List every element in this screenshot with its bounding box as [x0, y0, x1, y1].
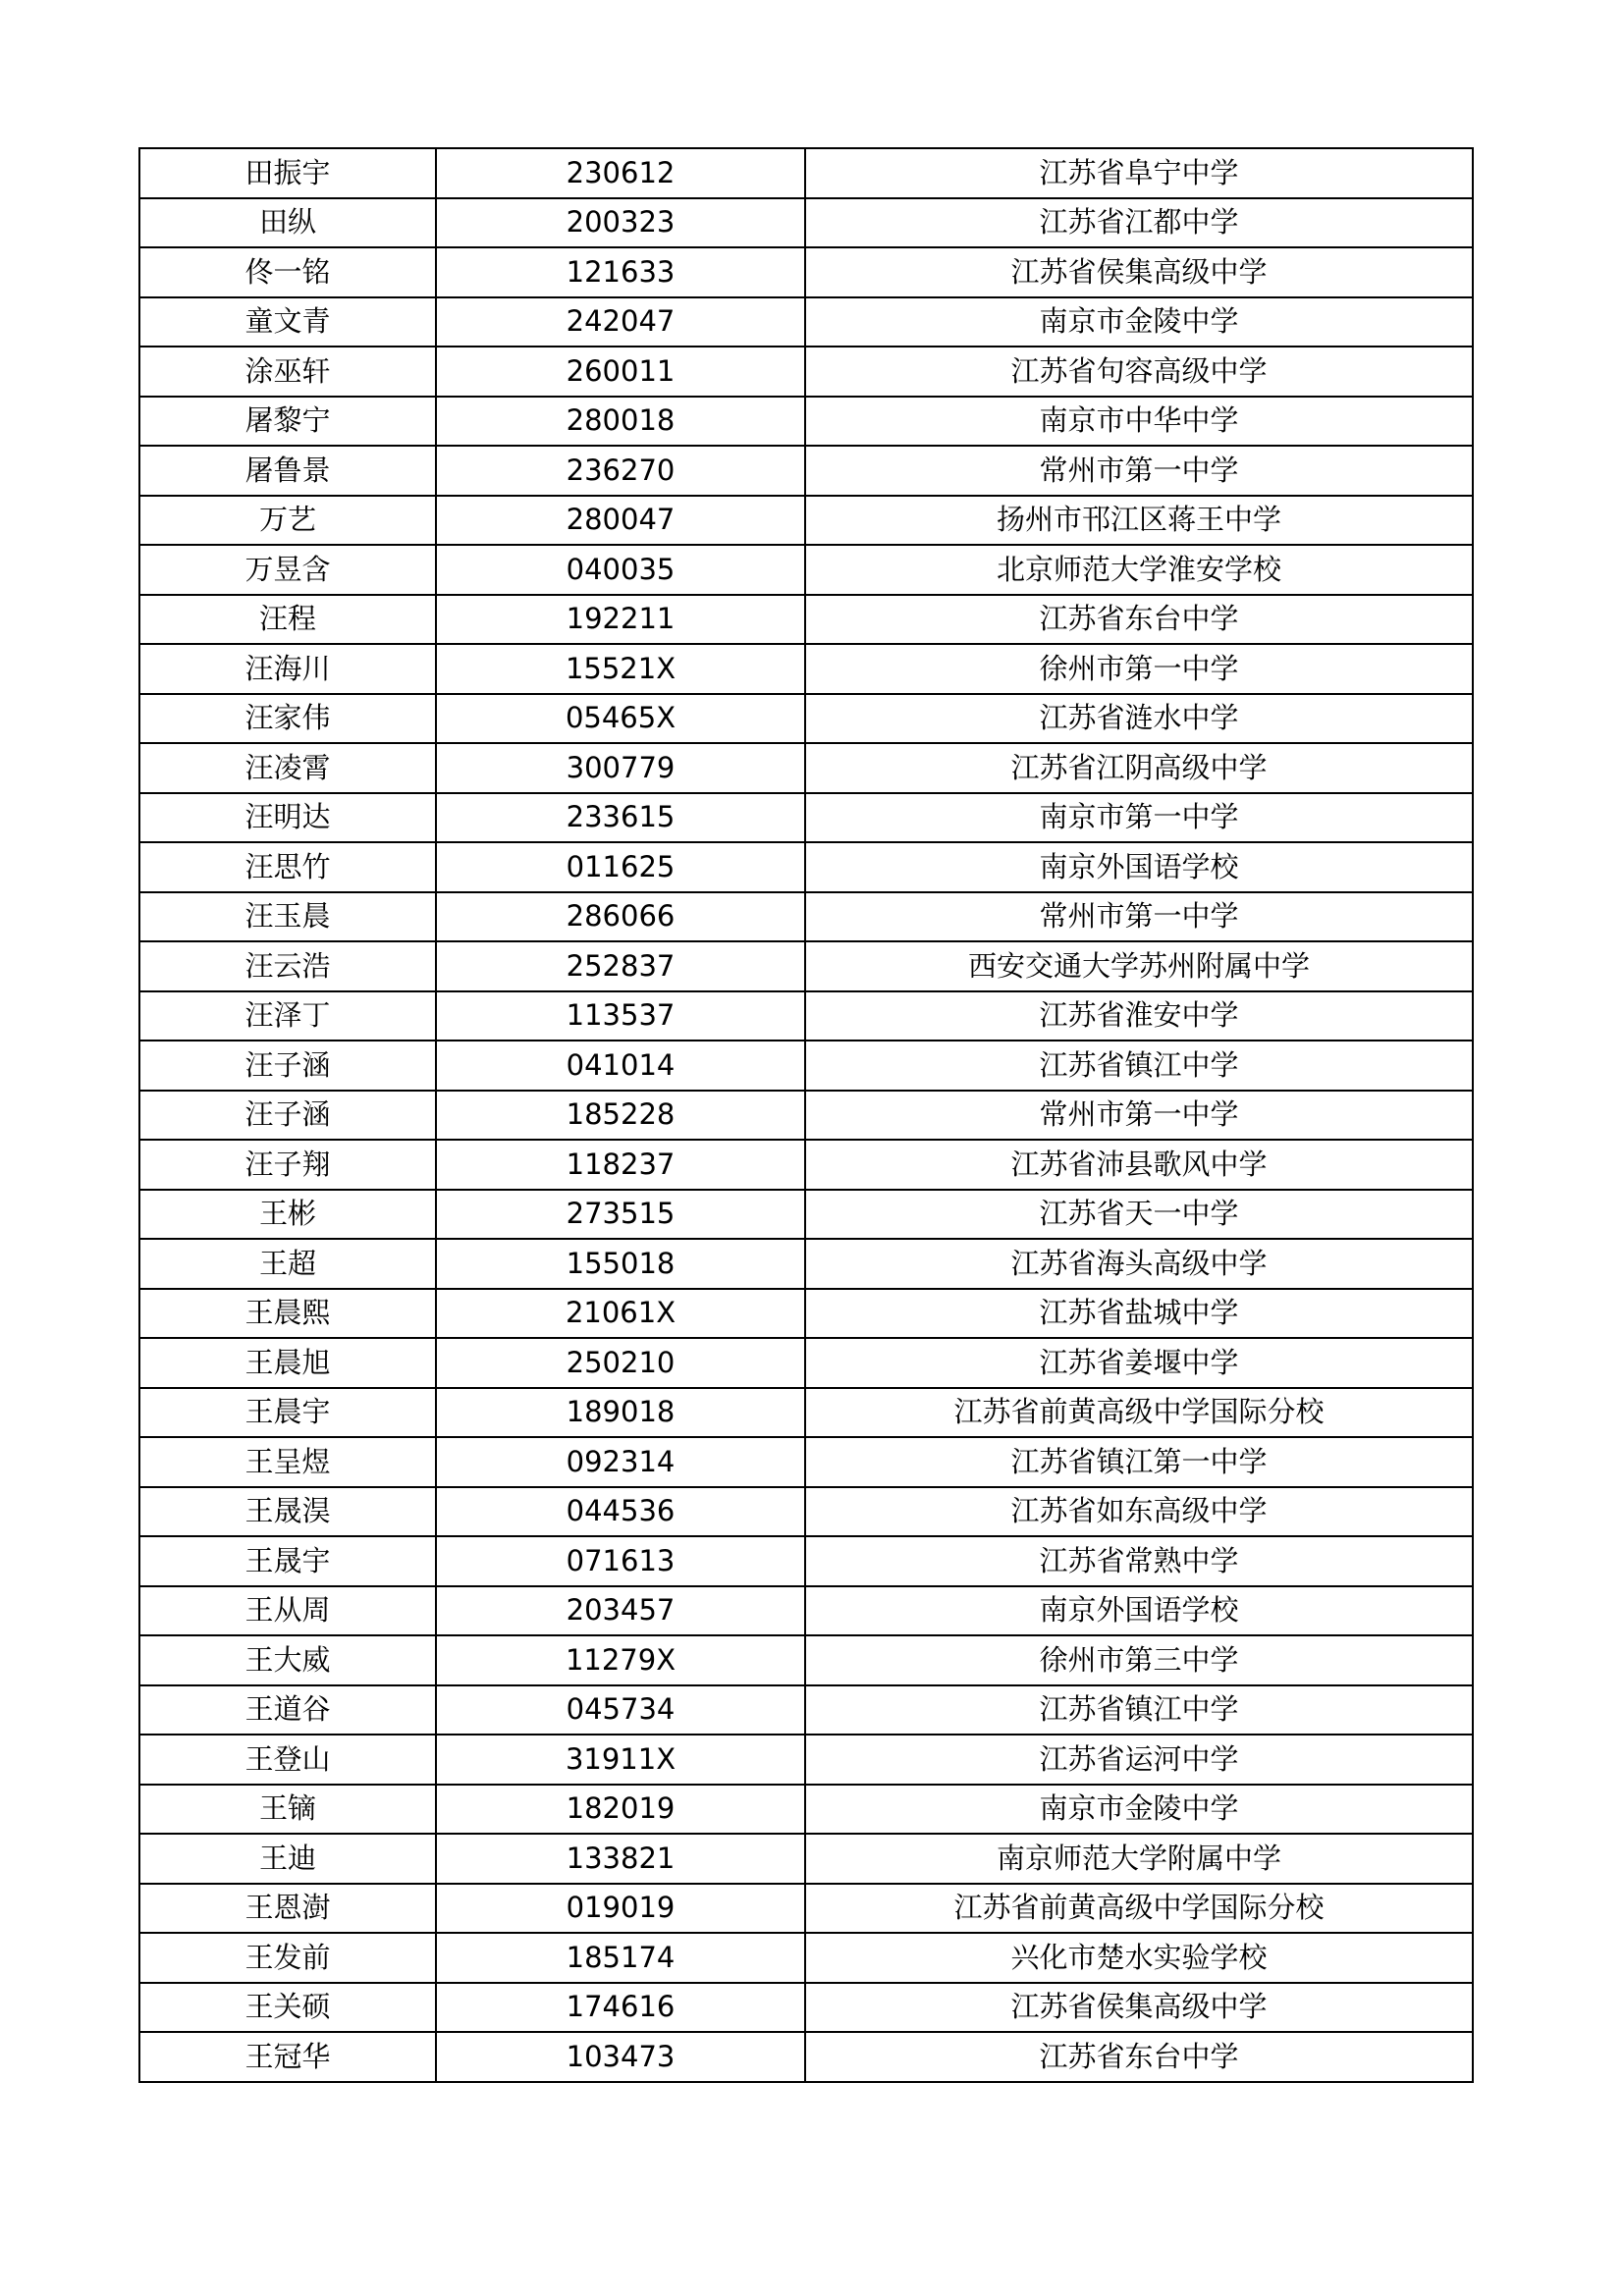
table-row [139, 694, 1473, 744]
student-id-cell: 092314 [436, 1437, 805, 1487]
table-row [139, 1338, 1473, 1388]
table-row [139, 1388, 1473, 1438]
student-id-cell: 260011 [436, 347, 805, 397]
student-name-cell: 汪子涵 [139, 1091, 436, 1141]
student-id-cell: 21061X [436, 1289, 805, 1339]
student-id-cell: 103473 [436, 2032, 805, 2082]
table-row [139, 892, 1473, 942]
table-row [139, 1884, 1473, 1934]
school-name-cell: 江苏省涟水中学 [805, 694, 1473, 744]
student-id-cell: 31911X [436, 1735, 805, 1785]
student-id-cell: 280047 [436, 496, 805, 546]
student-id-cell: 286066 [436, 892, 805, 942]
school-name-cell: 江苏省江都中学 [805, 198, 1473, 248]
student-id-cell: 040035 [436, 545, 805, 595]
student-name-cell: 王发前 [139, 1933, 436, 1983]
student-name-cell: 王恩澍 [139, 1884, 436, 1934]
student-name-cell: 王晟宇 [139, 1536, 436, 1586]
school-name-cell: 江苏省句容高级中学 [805, 347, 1473, 397]
student-name-cell: 王冠华 [139, 2032, 436, 2082]
table-row [139, 644, 1473, 694]
school-name-cell: 徐州市第三中学 [805, 1635, 1473, 1685]
school-name-cell: 常州市第一中学 [805, 1091, 1473, 1141]
school-name-cell: 江苏省江阴高级中学 [805, 743, 1473, 793]
table-row [139, 1785, 1473, 1835]
student-id-cell: 182019 [436, 1785, 805, 1835]
table-row [139, 148, 1473, 198]
roster-table [138, 147, 1474, 2083]
school-name-cell: 江苏省淮安中学 [805, 991, 1473, 1041]
student-id-cell: 252837 [436, 941, 805, 991]
table-row [139, 2032, 1473, 2082]
school-name-cell: 扬州市邗江区蒋王中学 [805, 496, 1473, 546]
table-row [139, 1140, 1473, 1190]
student-name-cell: 王晨熙 [139, 1289, 436, 1339]
student-id-cell: 273515 [436, 1190, 805, 1240]
school-name-cell: 江苏省镇江中学 [805, 1685, 1473, 1735]
student-id-cell: 203457 [436, 1586, 805, 1636]
school-name-cell: 江苏省镇江第一中学 [805, 1437, 1473, 1487]
student-name-cell: 王道谷 [139, 1685, 436, 1735]
table-row [139, 1834, 1473, 1884]
table-row [139, 1635, 1473, 1685]
school-name-cell: 南京外国语学校 [805, 842, 1473, 892]
student-name-cell: 王晟淏 [139, 1487, 436, 1537]
student-name-cell: 汪子涵 [139, 1041, 436, 1091]
student-id-cell: 189018 [436, 1388, 805, 1438]
student-name-cell: 王从周 [139, 1586, 436, 1636]
student-name-cell: 王镝 [139, 1785, 436, 1835]
student-name-cell: 王呈煜 [139, 1437, 436, 1487]
school-name-cell: 南京市中华中学 [805, 397, 1473, 447]
student-id-cell: 071613 [436, 1536, 805, 1586]
school-name-cell: 南京外国语学校 [805, 1586, 1473, 1636]
table-row [139, 1735, 1473, 1785]
student-id-cell: 011625 [436, 842, 805, 892]
student-name-cell: 汪家伟 [139, 694, 436, 744]
student-id-cell: 113537 [436, 991, 805, 1041]
student-id-cell: 041014 [436, 1041, 805, 1091]
school-name-cell: 兴化市楚水实验学校 [805, 1933, 1473, 1983]
table-row [139, 743, 1473, 793]
table-row [139, 1487, 1473, 1537]
student-name-cell: 汪玉晨 [139, 892, 436, 942]
table-row [139, 1289, 1473, 1339]
student-name-cell: 万昱含 [139, 545, 436, 595]
student-id-cell: 185174 [436, 1933, 805, 1983]
school-name-cell: 江苏省盐城中学 [805, 1289, 1473, 1339]
student-name-cell: 王登山 [139, 1735, 436, 1785]
table-row [139, 446, 1473, 496]
school-name-cell: 北京师范大学淮安学校 [805, 545, 1473, 595]
school-name-cell: 江苏省如东高级中学 [805, 1487, 1473, 1537]
student-name-cell: 汪思竹 [139, 842, 436, 892]
student-name-cell: 田振宇 [139, 148, 436, 198]
table-row [139, 941, 1473, 991]
table-row [139, 1041, 1473, 1091]
table-row [139, 793, 1473, 843]
student-id-cell: 019019 [436, 1884, 805, 1934]
student-id-cell: 044536 [436, 1487, 805, 1537]
student-name-cell: 万艺 [139, 496, 436, 546]
table-row [139, 842, 1473, 892]
student-id-cell: 233615 [436, 793, 805, 843]
school-name-cell: 南京市金陵中学 [805, 297, 1473, 347]
school-name-cell: 江苏省镇江中学 [805, 1041, 1473, 1091]
school-name-cell: 江苏省阜宁中学 [805, 148, 1473, 198]
student-id-cell: 230612 [436, 148, 805, 198]
student-id-cell: 236270 [436, 446, 805, 496]
student-name-cell: 汪程 [139, 595, 436, 645]
student-name-cell: 屠黎宁 [139, 397, 436, 447]
student-name-cell: 王大威 [139, 1635, 436, 1685]
student-id-cell: 118237 [436, 1140, 805, 1190]
school-name-cell: 南京师范大学附属中学 [805, 1834, 1473, 1884]
school-name-cell: 江苏省运河中学 [805, 1735, 1473, 1785]
student-id-cell: 242047 [436, 297, 805, 347]
student-name-cell: 涂巫轩 [139, 347, 436, 397]
school-name-cell: 南京市第一中学 [805, 793, 1473, 843]
school-name-cell: 江苏省侯集高级中学 [805, 1983, 1473, 2033]
student-id-cell: 045734 [436, 1685, 805, 1735]
table-row [139, 1239, 1473, 1289]
table-row [139, 297, 1473, 347]
student-id-cell: 192211 [436, 595, 805, 645]
student-name-cell: 汪海川 [139, 644, 436, 694]
school-name-cell: 江苏省天一中学 [805, 1190, 1473, 1240]
student-name-cell: 王超 [139, 1239, 436, 1289]
student-id-cell: 15521X [436, 644, 805, 694]
table-row [139, 1190, 1473, 1240]
table-row [139, 347, 1473, 397]
student-name-cell: 童文青 [139, 297, 436, 347]
table-row [139, 1586, 1473, 1636]
school-name-cell: 西安交通大学苏州附属中学 [805, 941, 1473, 991]
table-row [139, 1437, 1473, 1487]
school-name-cell: 江苏省常熟中学 [805, 1536, 1473, 1586]
table-row [139, 397, 1473, 447]
student-id-cell: 200323 [436, 198, 805, 248]
school-name-cell: 江苏省海头高级中学 [805, 1239, 1473, 1289]
table-row [139, 1536, 1473, 1586]
school-name-cell: 江苏省姜堰中学 [805, 1338, 1473, 1388]
school-name-cell: 常州市第一中学 [805, 892, 1473, 942]
table-row [139, 1091, 1473, 1141]
student-id-cell: 121633 [436, 247, 805, 297]
school-name-cell: 江苏省东台中学 [805, 595, 1473, 645]
table-row [139, 991, 1473, 1041]
school-name-cell: 徐州市第一中学 [805, 644, 1473, 694]
table-row [139, 1983, 1473, 2033]
table-row [139, 496, 1473, 546]
school-name-cell: 江苏省前黄高级中学国际分校 [805, 1884, 1473, 1934]
table-row [139, 198, 1473, 248]
student-name-cell: 佟一铭 [139, 247, 436, 297]
roster-body [139, 148, 1473, 2082]
school-name-cell: 江苏省前黄高级中学国际分校 [805, 1388, 1473, 1438]
student-name-cell: 屠鲁景 [139, 446, 436, 496]
school-name-cell: 常州市第一中学 [805, 446, 1473, 496]
table-row [139, 247, 1473, 297]
student-name-cell: 王彬 [139, 1190, 436, 1240]
table-row [139, 1933, 1473, 1983]
table-row [139, 595, 1473, 645]
student-name-cell: 王迪 [139, 1834, 436, 1884]
table-row [139, 545, 1473, 595]
school-name-cell: 江苏省沛县歌风中学 [805, 1140, 1473, 1190]
student-name-cell: 汪云浩 [139, 941, 436, 991]
student-name-cell: 汪子翔 [139, 1140, 436, 1190]
student-id-cell: 11279X [436, 1635, 805, 1685]
student-id-cell: 185228 [436, 1091, 805, 1141]
school-name-cell: 江苏省东台中学 [805, 2032, 1473, 2082]
student-name-cell: 王关硕 [139, 1983, 436, 2033]
student-id-cell: 300779 [436, 743, 805, 793]
student-id-cell: 133821 [436, 1834, 805, 1884]
student-name-cell: 汪凌霄 [139, 743, 436, 793]
student-name-cell: 汪明达 [139, 793, 436, 843]
student-id-cell: 250210 [436, 1338, 805, 1388]
table-row [139, 1685, 1473, 1735]
student-name-cell: 汪泽丁 [139, 991, 436, 1041]
student-id-cell: 155018 [436, 1239, 805, 1289]
student-id-cell: 280018 [436, 397, 805, 447]
student-name-cell: 王晨宇 [139, 1388, 436, 1438]
school-name-cell: 南京市金陵中学 [805, 1785, 1473, 1835]
school-name-cell: 江苏省侯集高级中学 [805, 247, 1473, 297]
student-id-cell: 174616 [436, 1983, 805, 2033]
student-name-cell: 田纵 [139, 198, 436, 248]
student-name-cell: 王晨旭 [139, 1338, 436, 1388]
student-id-cell: 05465X [436, 694, 805, 744]
